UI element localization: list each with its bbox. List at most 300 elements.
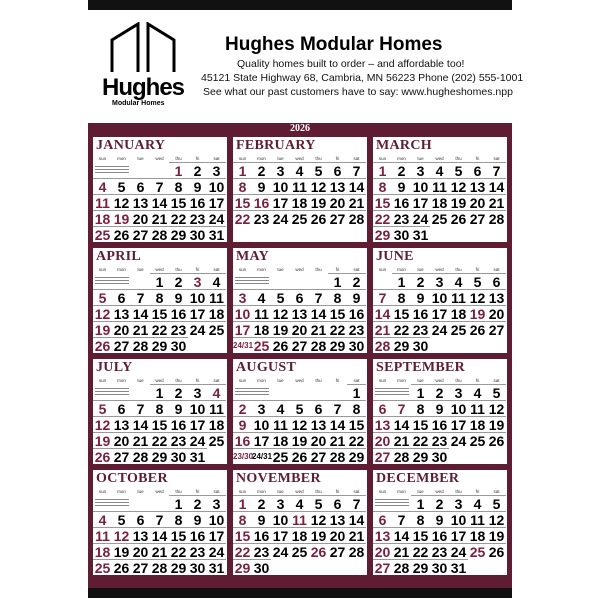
day-cell: 31 [208,560,225,575]
day-cell: 12 [488,401,505,417]
day-cell: 17 [272,195,289,211]
weekday-label: mon [257,378,266,383]
day-cell: 4 [468,495,487,511]
day-cell: 8 [233,178,252,194]
day-cell: 24/31 [233,337,252,353]
day-cell: 11 [93,527,112,543]
day-cell: 4 [252,289,271,305]
day-cell: 12 [310,179,327,195]
month-october [93,470,227,575]
day-cell: 11 [468,511,487,527]
day-cell: 15 [412,417,429,433]
day-cell: 3 [430,273,449,289]
day-cell: 22 [348,433,365,449]
day-cell: 14 [151,195,168,211]
house-logo-icon [108,22,178,74]
day-grid [373,273,507,353]
day-cell: 21 [151,544,168,560]
day-cell: 19 [469,306,486,322]
weekday-label: sat [353,489,360,494]
day-cell: 22 [151,322,168,338]
day-cell: 16 [253,528,270,544]
day-cell: 11 [252,305,271,321]
day-cell: 16 [189,195,206,211]
day-cell: 27 [374,449,391,464]
weekday-label: sat [213,156,220,161]
day-cell: 24 [189,322,206,338]
day-cell: 11 [290,511,309,527]
day-cell: 20 [310,433,327,449]
weekday-label: wed [435,489,444,494]
weekday-label: wed [435,156,444,161]
day-cell: 16 [170,417,187,433]
day-cell: 12 [113,195,130,211]
weekday-label: mon [117,378,126,383]
weekday-label: mon [117,156,126,161]
weekday-label: fri [335,267,340,272]
weekday-label: fri [195,156,200,161]
company-logo [100,22,195,107]
day-cell: 26 [94,449,111,464]
day-cell: 28 [348,544,365,560]
day-cell: 10 [189,290,206,306]
day-cell: 21 [348,195,365,211]
day-cell: 29 [151,338,168,353]
day-cell: 23 [348,322,365,338]
day-cell: 24 [412,211,429,227]
day-cell: 8 [328,289,347,305]
day-cell: 26 [94,338,111,353]
day-cell: 4 [207,273,226,289]
weekday-label: mon [257,489,266,494]
day-cell: 18 [208,417,225,433]
weekday-label: sat [353,378,360,383]
day-cell: 3 [449,495,468,511]
day-cell: 2 [188,162,207,178]
day-cell: 10 [272,512,289,528]
weekday-label: tue [137,378,144,383]
day-cell: 23 [253,544,270,560]
day-cell: 2 [411,273,430,289]
weekday-label: tue [417,378,424,383]
day-cell: 28 [393,560,410,575]
weekday-label: sun [98,267,107,272]
weekday-label: wed [155,489,164,494]
day-cell: 24/31 [252,448,271,464]
weekday-label: fri [475,267,480,272]
day-cell: 19 [113,544,130,560]
day-cell: 9 [169,400,188,416]
day-cell: 14 [151,528,168,544]
day-cell: 2 [347,273,366,289]
day-cell: 17 [253,433,270,449]
month-november [233,470,367,575]
day-cell: 2 [252,495,271,511]
day-cell: 20 [329,528,346,544]
day-cell: 10 [431,290,448,306]
day-cell: 24 [272,211,289,227]
day-cell: 18 [450,306,467,322]
day-cell: 20 [469,195,486,211]
day-cell: 12 [469,290,486,306]
weekday-label: wed [295,489,304,494]
day-cell: 29 [170,560,187,575]
weekday-label: sat [353,156,360,161]
weekday-label: wed [155,378,164,383]
day-cell: 14 [132,417,149,433]
weekday-label: tue [277,267,284,272]
weekday-label: wed [155,267,164,272]
day-cell: 25 [469,544,486,560]
day-grid [233,384,367,464]
weekday-label: sat [213,267,220,272]
day-cell: 27 [488,322,505,338]
day-cell: 21 [151,211,168,227]
day-cell: 10 [189,401,206,417]
day-cell: 20 [488,306,505,322]
calendar-year: 2026 [290,123,310,134]
weekday-label: sun [98,489,107,494]
month-name: AUGUST [236,360,297,375]
logo-name: Hughes [102,74,185,101]
day-cell: 20 [113,433,130,449]
month-july [93,359,227,464]
day-cell: 9 [169,289,188,305]
month-name: MAY [236,249,270,264]
day-cell: 9 [252,178,271,194]
day-cell: 30 [431,449,448,464]
day-cell: 5 [290,400,309,416]
day-cell: 30 [431,560,448,575]
weekday-label: sat [493,489,500,494]
day-cell: 1 [347,384,366,400]
weekday-label: sun [98,378,107,383]
weekday-label: sat [493,267,500,272]
day-cell: 1 [411,384,430,400]
day-cell: 26 [113,560,130,575]
day-cell: 5 [449,162,468,178]
day-cell: 3 [207,495,226,511]
day-cell: 2 [169,384,188,400]
company-address: 45121 State Highway 68, Cambria, MN 56223 Phone (202) 555-1001 [201,72,524,84]
day-cell: 7 [150,178,169,194]
weekday-label: sun [238,378,247,383]
day-cell: 27 [310,449,327,464]
day-cell: 10 [272,179,289,195]
day-cell: 24 [431,322,448,338]
day-cell: 21 [132,433,149,449]
weekday-label: tue [417,156,424,161]
weekday-label: fri [335,378,340,383]
day-cell: 15 [348,417,365,433]
day-cell: 16 [253,195,270,211]
day-cell: 18 [253,322,270,338]
day-cell: 19 [450,195,467,211]
weekday-label: thu [175,267,182,272]
day-cell: 29 [374,227,391,242]
day-cell: 24 [272,544,289,560]
day-cell: 1 [150,384,169,400]
day-cell: 1 [169,495,188,511]
month-name: MARCH [376,138,432,153]
day-cell: 25 [253,338,270,353]
day-cell: 27 [113,449,130,464]
day-cell: 13 [113,306,130,322]
day-cell: 23 [431,433,448,449]
day-cell: 9 [233,416,252,432]
day-cell: 23/30 [233,448,252,464]
day-cell: 12 [272,306,289,322]
day-cell: 22 [412,433,429,449]
weekday-label: thu [315,378,322,383]
month-may [233,248,367,353]
weekday-label: thu [175,378,182,383]
day-cell: 31 [450,560,467,575]
day-cell: 22 [412,544,429,560]
day-cell: 6 [131,178,150,194]
month-march [373,137,507,242]
weekday-label: mon [397,267,406,272]
day-cell: 1 [411,495,430,511]
day-cell: 18 [291,528,308,544]
day-cell: 29 [329,338,346,353]
day-cell: 10 [253,417,270,433]
weekday-label: sun [238,156,247,161]
day-cell: 4 [93,511,112,527]
day-cell: 11 [468,400,487,416]
day-cell: 14 [132,306,149,322]
day-cell: 15 [170,528,187,544]
day-cell: 25 [291,544,308,560]
day-cell: 7 [131,400,150,416]
day-cell: 13 [132,195,149,211]
weekday-label: tue [417,489,424,494]
weekday-label: sat [213,378,220,383]
day-cell: 13 [132,528,149,544]
month-name: OCTOBER [96,471,168,486]
day-cell: 11 [93,194,112,210]
month-name: FEBRUARY [236,138,316,153]
day-cell: 1 [392,273,411,289]
month-name: DECEMBER [376,471,460,486]
day-cell: 26 [469,322,486,338]
day-cell: 7 [347,162,366,178]
day-cell: 11 [449,289,468,305]
day-cell: 30 [393,227,410,242]
day-cell: 2 [392,162,411,178]
day-cell: 1 [169,162,188,178]
day-cell: 16 [348,306,365,322]
day-cell: 17 [412,195,429,211]
day-cell: 6 [309,400,328,416]
day-cell: 3 [207,162,226,178]
day-cell: 6 [328,162,347,178]
weekday-label: fri [195,267,200,272]
day-cell: 13 [488,290,505,306]
day-cell: 8 [411,400,430,416]
day-cell: 22 [151,433,168,449]
day-cell: 20 [374,544,391,560]
day-cell: 11 [290,178,309,194]
month-august [233,359,367,464]
day-cell: 5 [271,289,290,305]
day-cell: 9 [430,400,449,416]
day-cell: 2 [430,495,449,511]
month-name: JULY [96,360,133,375]
day-cell: 26 [488,433,505,449]
day-cell: 19 [291,433,308,449]
day-cell: 31 [412,227,429,242]
weekday-label: fri [335,489,340,494]
day-cell: 24 [208,211,225,227]
day-cell: 17 [189,306,206,322]
day-cell: 13 [329,179,346,195]
logo-subtitle: Modular Homes [112,100,165,107]
day-cell: 11 [207,400,226,416]
day-cell: 21 [348,528,365,544]
day-cell: 16 [431,417,448,433]
weekday-label: thu [315,489,322,494]
day-cell: 21 [132,322,149,338]
day-cell: 9 [411,289,430,305]
day-grid [373,495,507,575]
day-cell: 14 [393,417,410,433]
day-cell: 15 [393,306,410,322]
day-cell: 17 [450,528,467,544]
day-cell: 21 [393,433,410,449]
day-cell: 28 [151,560,168,575]
day-cell: 6 [131,511,150,527]
weekday-label: tue [417,267,424,272]
day-cell: 24 [208,544,225,560]
day-cell: 3 [449,384,468,400]
weekday-label: sun [238,267,247,272]
day-cell: 10 [450,512,467,528]
day-cell: 9 [188,511,207,527]
day-cell: 13 [291,306,308,322]
day-cell: 29 [348,449,365,464]
day-cell: 18 [291,195,308,211]
day-cell: 7 [392,400,411,416]
day-cell: 20 [132,544,149,560]
weekday-label: thu [315,267,322,272]
day-cell: 19 [310,195,327,211]
day-cell: 14 [348,512,365,528]
company-tagline: Quality homes built to order – and affordable too! [237,58,465,70]
day-cell: 1 [373,162,392,178]
day-cell: 1 [150,273,169,289]
day-cell: 18 [431,195,448,211]
day-cell: 28 [310,338,327,353]
day-cell: 26 [310,211,327,227]
day-cell: 8 [150,289,169,305]
day-cell: 7 [347,495,366,511]
day-grid [233,273,367,353]
day-cell: 21 [488,195,505,211]
day-cell: 15 [151,417,168,433]
day-cell: 24 [450,433,467,449]
day-cell: 26 [488,544,505,560]
day-cell: 16 [234,433,251,449]
day-cell: 18 [469,417,486,433]
day-cell: 23 [431,544,448,560]
day-cell: 17 [431,306,448,322]
day-cell: 22 [329,322,346,338]
day-cell: 19 [310,528,327,544]
day-cell: 21 [329,433,346,449]
day-cell: 30 [189,560,206,575]
day-cell: 6 [468,162,487,178]
day-cell: 19 [272,322,289,338]
day-cell: 29 [170,227,187,242]
month-january [93,137,227,242]
day-cell: 7 [328,400,347,416]
weekday-label: tue [137,267,144,272]
day-cell: 30 [170,449,187,464]
day-cell: 15 [374,195,391,211]
weekday-label: wed [435,267,444,272]
day-cell: 30 [253,560,270,575]
day-cell: 8 [169,178,188,194]
day-cell: 3 [188,384,207,400]
weekday-label: mon [257,267,266,272]
weekday-label: fri [195,378,200,383]
day-cell: 8 [233,511,252,527]
day-cell: 30 [170,338,187,353]
day-cell: 5 [468,273,487,289]
weekday-label: fri [195,489,200,494]
day-cell: 10 [450,401,467,417]
day-cell: 22 [234,211,251,227]
day-cell: 11 [271,416,290,432]
weekday-label: tue [137,489,144,494]
weekday-label: thu [175,489,182,494]
day-cell: 13 [469,179,486,195]
weekday-label: sun [378,378,387,383]
day-cell: 22 [170,544,187,560]
day-cell: 2 [252,162,271,178]
day-cell: 9 [252,511,271,527]
day-cell: 27 [291,338,308,353]
weekday-label: sat [493,156,500,161]
day-cell: 3 [233,289,252,305]
weekday-label: wed [295,378,304,383]
day-cell: 28 [151,227,168,242]
day-cell: 18 [208,306,225,322]
day-cell: 15 [412,528,429,544]
day-cell: 5 [309,162,328,178]
day-cell: 8 [392,289,411,305]
weekday-label: mon [397,378,406,383]
day-cell: 19 [113,211,130,227]
day-cell: 15 [234,528,251,544]
day-cell: 6 [112,400,131,416]
day-cell: 25 [94,227,111,242]
day-cell: 27 [329,544,346,560]
day-cell: 28 [393,449,410,464]
day-cell: 16 [431,528,448,544]
weekday-label: thu [315,156,322,161]
day-cell: 4 [290,162,309,178]
day-cell: 7 [373,289,392,305]
day-cell: 29 [151,449,168,464]
day-cell: 1 [233,162,252,178]
day-cell: 18 [272,433,289,449]
day-grid [93,384,227,464]
day-cell: 26 [310,544,327,560]
day-cell: 27 [113,338,130,353]
day-cell: 30 [348,338,365,353]
